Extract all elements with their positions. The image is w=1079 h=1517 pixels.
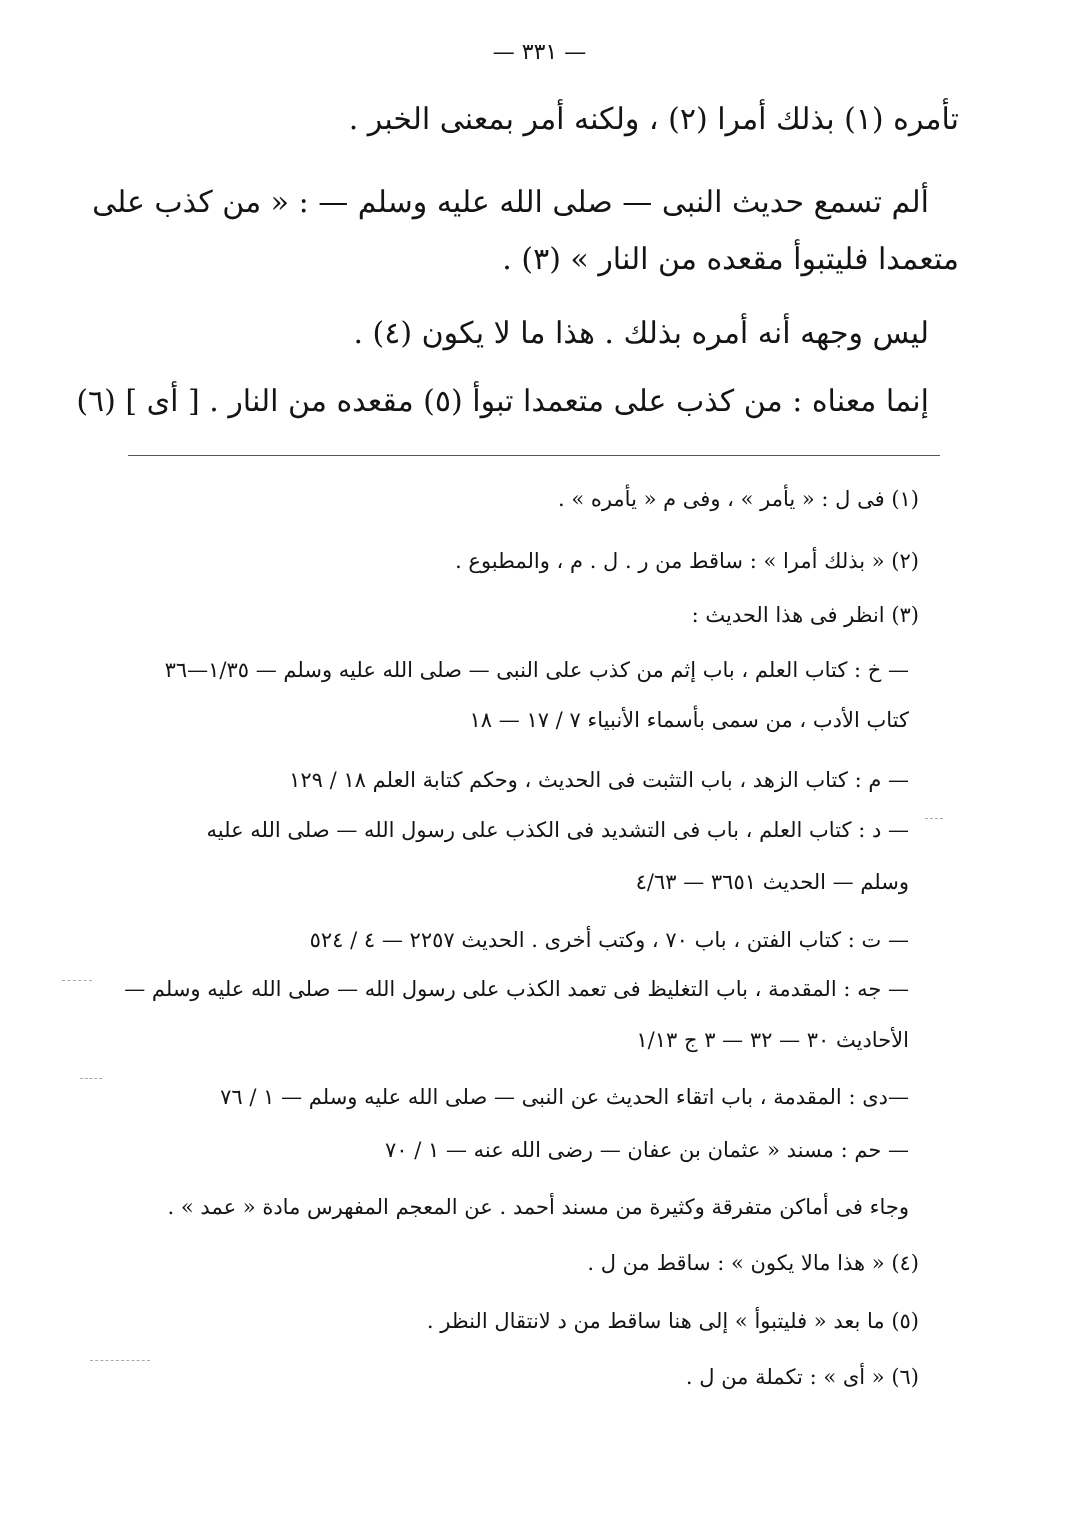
footnote-reference: — ت : كتاب الفتن ، باب ٧٠ ، وكتب أخرى . الحديث ٢٢٥٧ — ٤ / ٥٢٤ [309,928,909,952]
scan-margin-mark [62,980,92,981]
footnote: (١) فى ل : « يأمر » ، وفى م « يأمره » . [557,487,919,511]
main-text-line: تأمره (١) بذلك أمرا (٢) ، ولكنه أمر بمعنى الخبر . [348,102,959,137]
scan-margin-mark [925,818,943,819]
footnote-reference: الأحاديث ٣٠ — ٣٢ — ٣ ج ١/١٣ [636,1028,909,1052]
footnote-reference: — خ : كتاب العلم ، باب إثم من كذب على النبى — صلى الله عليه وسلم — ١/٣٥—٣٦ [164,658,909,682]
footnote: (٦) « أى » : تكملة من ل . [685,1365,919,1389]
footnote-reference: —دى : المقدمة ، باب اتقاء الحديث عن النبى — صلى الله عليه وسلم — ١ / ٧٦ [220,1085,909,1109]
footnote-reference: — جه : المقدمة ، باب التغليظ فى تعمد الكذب على رسول الله — صلى الله عليه وسلم — [124,977,909,1001]
footnote-reference: — د : كتاب العلم ، باب فى التشديد فى الكذب على رسول الله — صلى الله عليه [206,818,909,842]
scan-margin-mark [90,1360,150,1361]
footnote: (٣) انظر فى هذا الحديث : [691,603,919,627]
main-text-line: إنما معناه : من كذب على متعمدا تبوأ (٥) مقعده من النار . [ أى ] (٦) [76,384,929,419]
footnote-reference: كتاب الأدب ، من سمى بأسماء الأنبياء ٧ / ١٧ — ١٨ [469,708,909,732]
footnote: (٤) « هذا مالا يكون » : ساقط من ل . [587,1251,919,1275]
footnote: (٢) « بذلك أمرا » : ساقط من ر . ل . م ، والمطبوع . [455,549,919,573]
main-text-line: متعمدا فليتبوأ مقعده من النار » (٣) . [502,242,959,277]
footnote: (٥) ما بعد « فليتبوأ » إلى هنا ساقط من د لانتقال النظر . [426,1309,919,1333]
scan-margin-mark [80,1078,102,1079]
footnote-reference: — حم : مسند « عثمان بن عفان — رضى الله عنه — ١ / ٧٠ [385,1138,909,1162]
main-text-line: ليس وجهه أنه أمره بذلك . هذا ما لا يكون (٤) . [353,316,929,351]
footnote-reference: — م : كتاب الزهد ، باب التثبت فى الحديث ، وحكم كتابة العلم ١٨ / ١٢٩ [289,768,909,792]
main-text-line: ألم تسمع حديث النبى — صلى الله عليه وسلم — : « من كذب على [92,185,929,220]
footnote-reference: وجاء فى أماكن متفرقة وكثيرة من مسند أحمد . عن المعجم المفهرس مادة « عمد » . [167,1195,909,1219]
footnote-separator [128,455,940,456]
footnote-reference: وسلم — الحديث ٣٦٥١ — ٤/٦٣ [635,870,909,894]
page-number: — ٣٣١ — [492,40,587,65]
